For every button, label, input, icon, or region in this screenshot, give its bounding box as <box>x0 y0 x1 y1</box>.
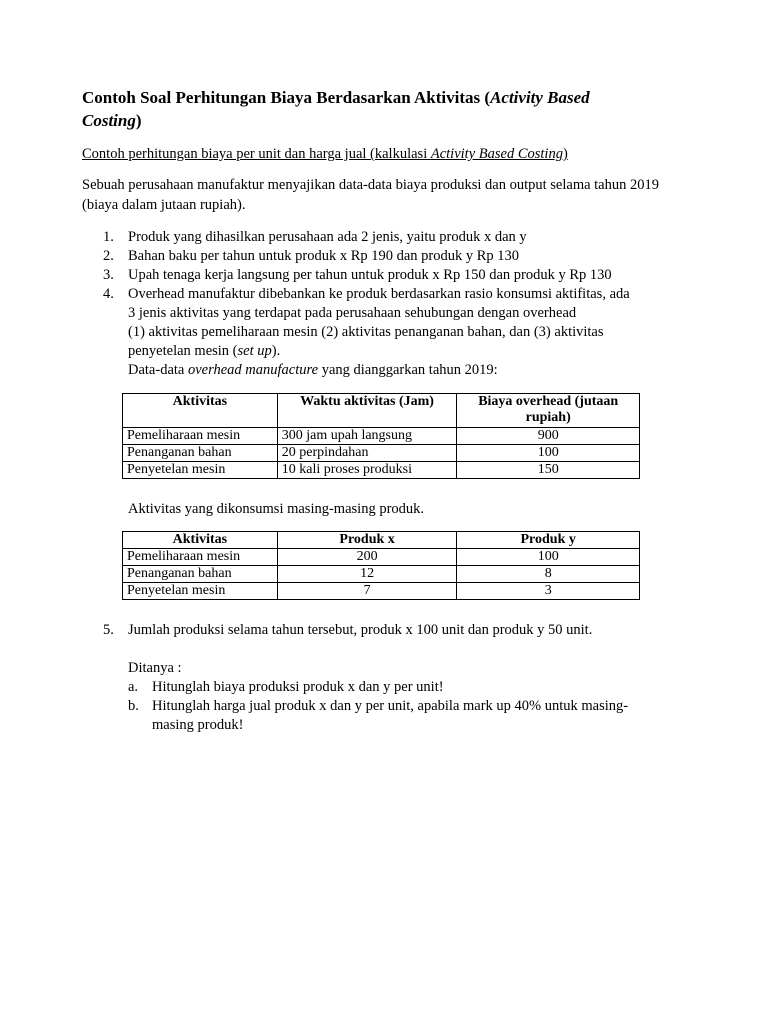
table-row: Penanganan bahan 12 8 <box>123 566 640 583</box>
list-item-4-text: Overhead manufaktur dibebankan ke produk berdasarkan rasio konsumsi aktifitas, ada 3 jenis aktivitas yang terdapat pada perusahaan sehubungan dengan overhead (1) aktivitas pemeliharaan mesin (2) aktivitas penanganan bahan, dan (3) aktivitas penyetelan mesin (set up). Data-data overhead manufacture yang dianggarkan tahun 2019: <box>128 286 630 378</box>
ditanya-heading: Ditanya : <box>128 660 182 676</box>
table-row: Penyetelan mesin 10 kali proses produksi 150 <box>123 462 640 479</box>
table-row: Penyetelan mesin 7 3 <box>123 583 640 600</box>
document-subtitle: Contoh perhitungan biaya per unit dan harga jual (kalkulasi Activity Based Costing) <box>82 146 568 162</box>
document-page: Contoh Soal Perhitungan Biaya Berdasarkan Aktivitas (Activity Based Costing) Contoh perhitungan biaya per unit dan harga jual (kalkulasi Activity Based Costing) Sebuah perusahaan manufaktur menyajikan data-data biaya produksi dan output selama tahun 2019 (biaya dalam jutaan rupiah). 1. Produk yang dihasilkan perusahaan ada 2 jenis, yaitu produk x dan y 2. Bahan baku per tahun untuk produk x Rp 190 dan produk y Rp 130 3. Upah tenaga kerja langsung per tahun untuk produk x Rp 150 dan produk y Rp 130 4. Overhead manufaktur dibebankan ke produk berdasarkan rasio konsumsi aktifitas, ada 3 jenis aktivitas yang terdapat pada perusahaan sehubungan dengan overhead (1) aktivitas pemeliharaan mesin (2) aktivitas penanganan bahan, dan (3) aktivitas penyetelan mesin (set up). Data-data overhead manufacture yang dianggarkan tahun 2019: Aktivitas Waktu aktivitas (Jam) Biaya overhead (jutaan rupiah) Pemeliharaan mesin 300 jam upah langsung 900 Penanganan bahan 20 perpindahan 100 Penyetelan mesin 10 kali proses produksi 150 Aktivitas yang dikonsumsi masing-masing produk. Aktivitas Produk x Produk y Pemeliharaan mesin 200 100 Penanganan bahan 12 8 Penyetelan mesin 7 3 5. Jumlah produksi selama tahun tersebut, produk x 100 unit dan produk y 50 unit. Ditanya : a. Hitunglah biaya produksi produk x dan y per unit! b. Hitunglah harga jual produk x dan y per unit, apabila mark up 40% untuk masing- masing produk! <box>0 0 768 1024</box>
activity-consumption-table <box>122 531 640 600</box>
table-row: Pemeliharaan mesin 300 jam upah langsung 900 <box>123 428 640 445</box>
document-title: Contoh Soal Perhitungan Biaya Berdasarkan Aktivitas (Activity Based Costing) <box>82 88 590 130</box>
table-header-row: Aktivitas Produk x Produk y <box>123 532 640 549</box>
table-header-row: Aktivitas Waktu aktivitas (Jam) Biaya overhead (jutaan rupiah) <box>123 394 640 428</box>
overhead-budget-table <box>122 393 640 479</box>
intro-paragraph: Sebuah perusahaan manufaktur menyajikan data-data biaya produksi dan output selama tahun 2019 (biaya dalam jutaan rupiah). <box>82 177 659 213</box>
table-row: Penanganan bahan 20 perpindahan 100 <box>123 445 640 462</box>
consumption-note: Aktivitas yang dikonsumsi masing-masing produk. <box>128 501 425 517</box>
table-row: Pemeliharaan mesin 200 100 <box>123 549 640 566</box>
